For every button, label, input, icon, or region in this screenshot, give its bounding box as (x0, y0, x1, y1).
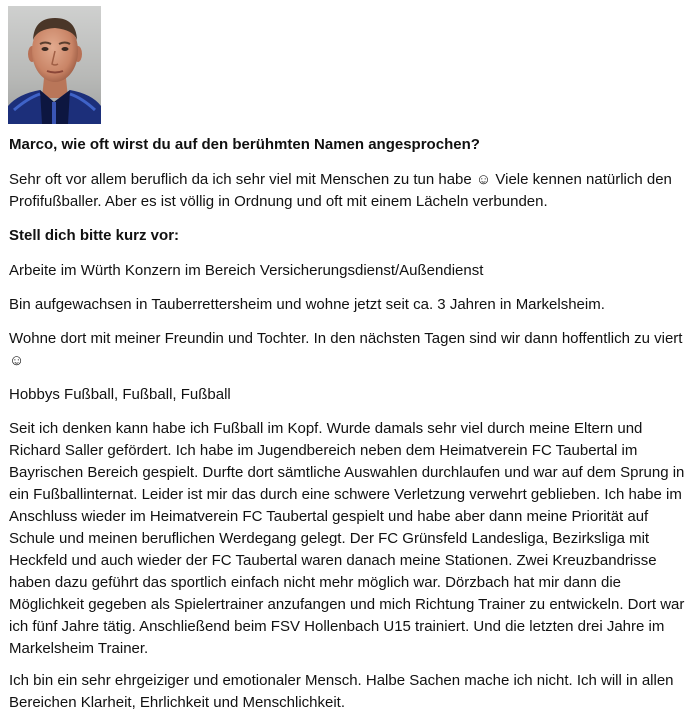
paragraph-family: Wohne dort mit meiner Freundin und Tochter. In den nächsten Tagen sind wir dann hoffentlich zu viert ☺ (9, 330, 683, 369)
paragraph-job: Arbeite im Würth Konzern im Bereich Versicherungsdienst/Außendienst (9, 262, 484, 279)
answer-name: Sehr oft vor allem beruflich da ich sehr viel mit Menschen zu tun habe ☺ Viele kennen natürlich den Profifußballer. Aber es ist völlig in Ordnung und oft mit einem Lächeln verbunden. (9, 171, 672, 210)
question-name: Marco, wie oft wirst du auf den berühmten Namen angesprochen? (9, 136, 480, 153)
portrait-photo (8, 6, 101, 124)
paragraph-personality: Ich bin ein sehr ehrgeiziger und emotionaler Mensch. Halbe Sachen mache ich nicht. Ich will in allen Bereichen Klarheit, Ehrlichkeit und Menschlichkeit. (9, 672, 674, 711)
interview-text (9, 134, 685, 726)
paragraph-hometown: Bin aufgewachsen in Tauberrettersheim und wohne jetzt seit ca. 3 Jahren in Markelsheim. (9, 296, 605, 313)
question-intro: Stell dich bitte kurz vor: (9, 227, 180, 244)
portrait-icon (8, 6, 101, 124)
paragraph-career: Seit ich denken kann habe ich Fußball im Kopf. Wurde damals sehr viel durch meine Eltern und Richard Saller gefördert. Ich habe im Jugendbereich neben dem Heimatverein FC Taubertal im Bayrischen Bereich gespielt. Durfte dort sämtliche Auswahlen durchlaufen und war auf dem Sprung in ein Fußballinternat. Leider ist mir das durch eine schwere Verletzung verwehrt geblieben. Ich habe im Anschluss wieder im Heimatverein FC Taubertal gespielt und habe aber dann meine Priorität auf Schule und meinen beruflichen Werdegang gelegt. Der FC Grünsfeld Landesliga, Bezirksliga mit Heckfeld und auch wieder der FC Taubertal waren danach meine Stationen. Zwei Kreuzbandrisse haben dazu geführt das sportlich einfach nicht mehr möglich war. Dörzbach hat mir dann die Möglichkeit gegeben als Spielertrainer anzufangen und mich Richtung Trainer zu entwickeln. Dort war ich fünf Jahre tätig. Anschließend beim FSV Hollenbach U15 trainiert. Und die letzten drei Jahre im Markelsheim Trainer. (9, 420, 685, 657)
paragraph-hobbies: Hobbys Fußball, Fußball, Fußball (9, 386, 231, 403)
